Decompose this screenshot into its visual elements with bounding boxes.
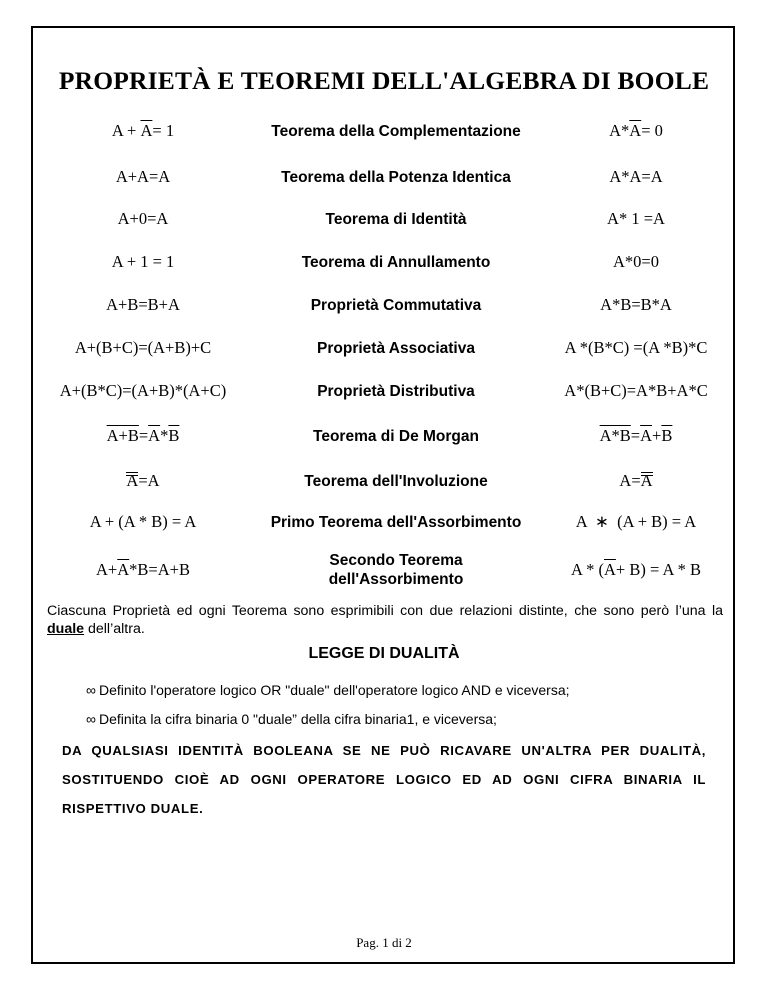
theorem-name: Secondo Teorema dell'Assorbimento xyxy=(328,552,464,588)
theorem-name: Teorema dell'Involuzione xyxy=(304,472,488,490)
and-form: A= A xyxy=(619,471,653,490)
duale-word: duale xyxy=(47,621,85,637)
theorem-name: Teorema della Potenza Identica xyxy=(281,168,511,186)
and-form: A* $\overline{A}$ = 0 xyxy=(609,121,663,140)
list-item: ∞ Definito l'operatore logico OR "duale" dell'operatore logico AND e viceversa; xyxy=(86,682,570,698)
theorem-row xyxy=(0,111,768,151)
theorem-name: Proprietà Associativa xyxy=(317,339,475,357)
page-title: PROPRIETÀ E TEOREMI DELL'ALGEBRA DI BOOLE xyxy=(58,66,710,95)
theorem-name: Teorema di Annullamento xyxy=(301,253,491,271)
or-form: A+A=A xyxy=(115,167,171,186)
theorem-row xyxy=(0,242,768,282)
or-form: A + $\overline{A}$ = 1 xyxy=(111,121,175,140)
theorem-row xyxy=(0,548,768,592)
or-form: A =A xyxy=(126,471,160,490)
and-form: A *(B*C) =(A *B)*C xyxy=(564,338,708,357)
and-form: A* 1 =A xyxy=(607,209,665,228)
theorem-name: Teorema di De Morgan xyxy=(313,427,479,445)
page-number: Pag. 1 di 2 xyxy=(356,935,412,950)
infinity-bullet-icon: ∞ xyxy=(86,682,96,698)
theorem-row xyxy=(0,199,768,239)
and-form: A*A=A xyxy=(609,167,663,186)
or-form: A+B = $\overline{A}$ * $\overline{B}$ xyxy=(106,426,180,445)
or-form: A+ $\overline{A}$ *B=A+B xyxy=(96,560,190,579)
and-form: A*0=0 xyxy=(613,252,659,271)
theorem-row xyxy=(0,502,768,542)
theorem-name: Proprietà Commutativa xyxy=(310,296,482,314)
and-form: A * ( $\overline{A}$ + B) = A * B xyxy=(570,560,701,579)
theorem-row xyxy=(0,328,768,368)
theorem-row xyxy=(0,371,768,411)
infinity-bullet-icon: ∞ xyxy=(86,711,96,727)
duality-rule: DA QUALSIASI IDENTITÀ BOOLEANA SE NE PUÒ RICAVARE UN'ALTRA PER DUALITÀ, SOSTITUENDO CIOÈ AD OGNI OPERATORE LOGICO ED AD OGNI CIFRA BINARIA IL RISPETTIVO DUALE. xyxy=(62,743,706,816)
and-form: A ∗ (A + B) = A xyxy=(575,512,697,531)
or-form: A+B=B+A xyxy=(106,295,180,314)
or-form: A + 1 = 1 xyxy=(111,252,175,271)
or-form: A+(B*C)=(A+B)*(A+C) xyxy=(59,381,227,400)
theorem-name: Primo Teorema dell'Assorbimento xyxy=(270,513,522,531)
theorem-row xyxy=(0,416,768,456)
theorem-row xyxy=(0,461,768,501)
and-form: A*B = $\overline{A}$ + $\overline{B}$ xyxy=(599,426,673,445)
duality-paragraph: Ciascuna Proprietà ed ogni Teorema sono esprimibili con due relazioni distinte, che sono però l’una la duale dell’altra. xyxy=(47,603,723,637)
theorem-row xyxy=(0,285,768,325)
theorem-name: Proprietà Distributiva xyxy=(317,382,475,400)
and-form: A*B=B*A xyxy=(600,295,672,314)
and-form: A*(B+C)=A*B+A*C xyxy=(564,381,708,400)
theorem-name: Teorema di Identità xyxy=(325,210,467,228)
theorem-name: Teorema della Complementazione xyxy=(271,122,521,140)
or-form: A+(B+C)=(A+B)+C xyxy=(74,338,212,357)
section-heading: LEGGE DI DUALITÀ xyxy=(308,645,460,662)
theorem-row xyxy=(0,157,768,197)
or-form: A + (A * B) = A xyxy=(89,512,197,531)
list-item: ∞ Definita la cifra binaria 0 "duale” della cifra binaria1, e viceversa; xyxy=(86,711,497,727)
or-form: A+0=A xyxy=(117,209,169,228)
